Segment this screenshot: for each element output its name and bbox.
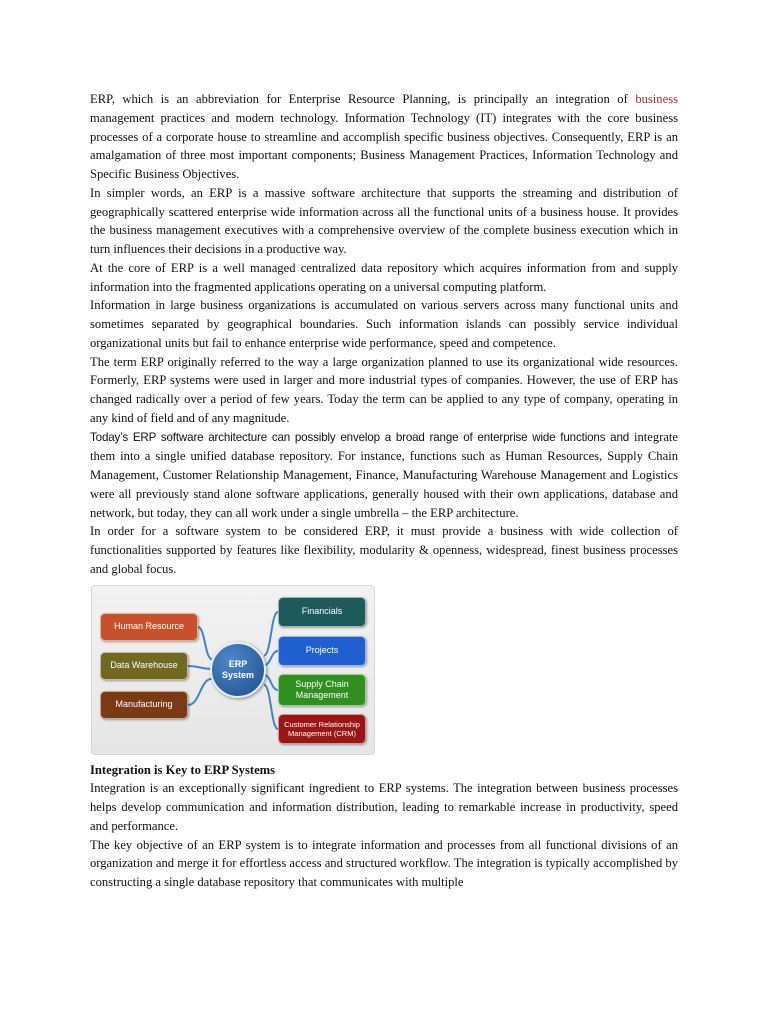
paragraph-simpler-words: In simpler words, an ERP is a massive software architecture that supports the streaming and distribution of geographically scattered enterprise wide information across all the functional units of a business house. It provides the business management executives with a comprehensive overview of the complete business execution which in turn influences their decisions in a productive way. <box>90 185 678 256</box>
article-body <box>90 90 678 892</box>
paragraph-intro: ERP, which is an abbreviation for Enterprise Resource Planning, is principally an integration of business management practices and modern technology. Information Technology (IT) integrates with the core business processes of a corporate house to streamline and accomplish specific business objectives. Consequently, ERP is an amalgamation of three most important components; Business Management Practices, Information Technology and Specific Business Objectives. <box>90 92 678 181</box>
connector-manufacturing <box>188 678 212 704</box>
node-manufacturing: Manufacturing <box>100 691 188 719</box>
node-crm: Customer Relationship Management (CRM) <box>278 714 366 744</box>
node-human-resource: Human Resource <box>100 613 198 641</box>
node-projects: Projects <box>278 636 366 666</box>
paragraph-key-objective: The key objective of an ERP system is to integrate information and processes from all functional divisions of an organization and merge it for effortless access and structured workflow. The integration is typically accomplished by constructing a single database repository that communicates with multiple <box>90 837 678 889</box>
paragraph-architecture: Today’s ERP software architecture can possibly envelop a broad range of enterprise wide functions and integrate them into a single unified database repository. For instance, functions such as Human Resources, Supply Chain Management, Customer Relationship Management, Finance, Manufacturing Warehouse Management and Logistics were all previously stand alone software applications, generally housed with their own applications, database and network, but today, they can all work under a single umbrella – the ERP architecture. <box>90 429 678 520</box>
connector-financials <box>264 612 278 656</box>
business-link[interactable]: business <box>635 92 678 106</box>
connector-data-warehouse <box>188 666 212 669</box>
node-data-warehouse: Data Warehouse <box>100 652 188 680</box>
paragraph-considered: In order for a software system to be considered ERP, it must provide a business with wide collection of functionalities supported by features like flexibility, modularity & openness, widespread, finest business processes and global focus. <box>90 524 678 576</box>
connector-crm <box>264 684 278 728</box>
section-heading: Integration is Key to ERP Systems <box>90 762 276 777</box>
node-supply-chain: Supply Chain Management <box>278 674 366 706</box>
paragraph-information: Information in large business organizations is accumulated on various servers across many functional units and sometimes separated by geographical boundaries. Such information islands can possibly service individual organizational units but fail to enhance enterprise wide performance, speed and competence. <box>90 298 678 350</box>
paragraph-integration: Integration is an exceptionally significant ingredient to ERP systems. The integration between business processes helps develop communication and information distribution, leading to remarkable increase in productivity, speed and performance. <box>90 781 678 833</box>
erp-diagram <box>91 585 375 755</box>
paragraph-core: At the core of ERP is a well managed centralized data repository which acquires information from and supply information into the fragmented applications operating on a universal computing platform. <box>90 260 678 294</box>
connector-human-resource <box>198 627 212 659</box>
node-erp-system: ERP System <box>210 642 266 698</box>
paragraph-term: The term ERP originally referred to the way a large organization planned to use its organizational wide resources. Formerly, ERP systems were used in larger and more industrial types of companies. However, the use of ERP has changed radically over a period of few years. Today the term can be applied to any type of company, operating in any kind of field and of any magnitude. <box>90 354 678 425</box>
node-financials: Financials <box>278 597 366 627</box>
